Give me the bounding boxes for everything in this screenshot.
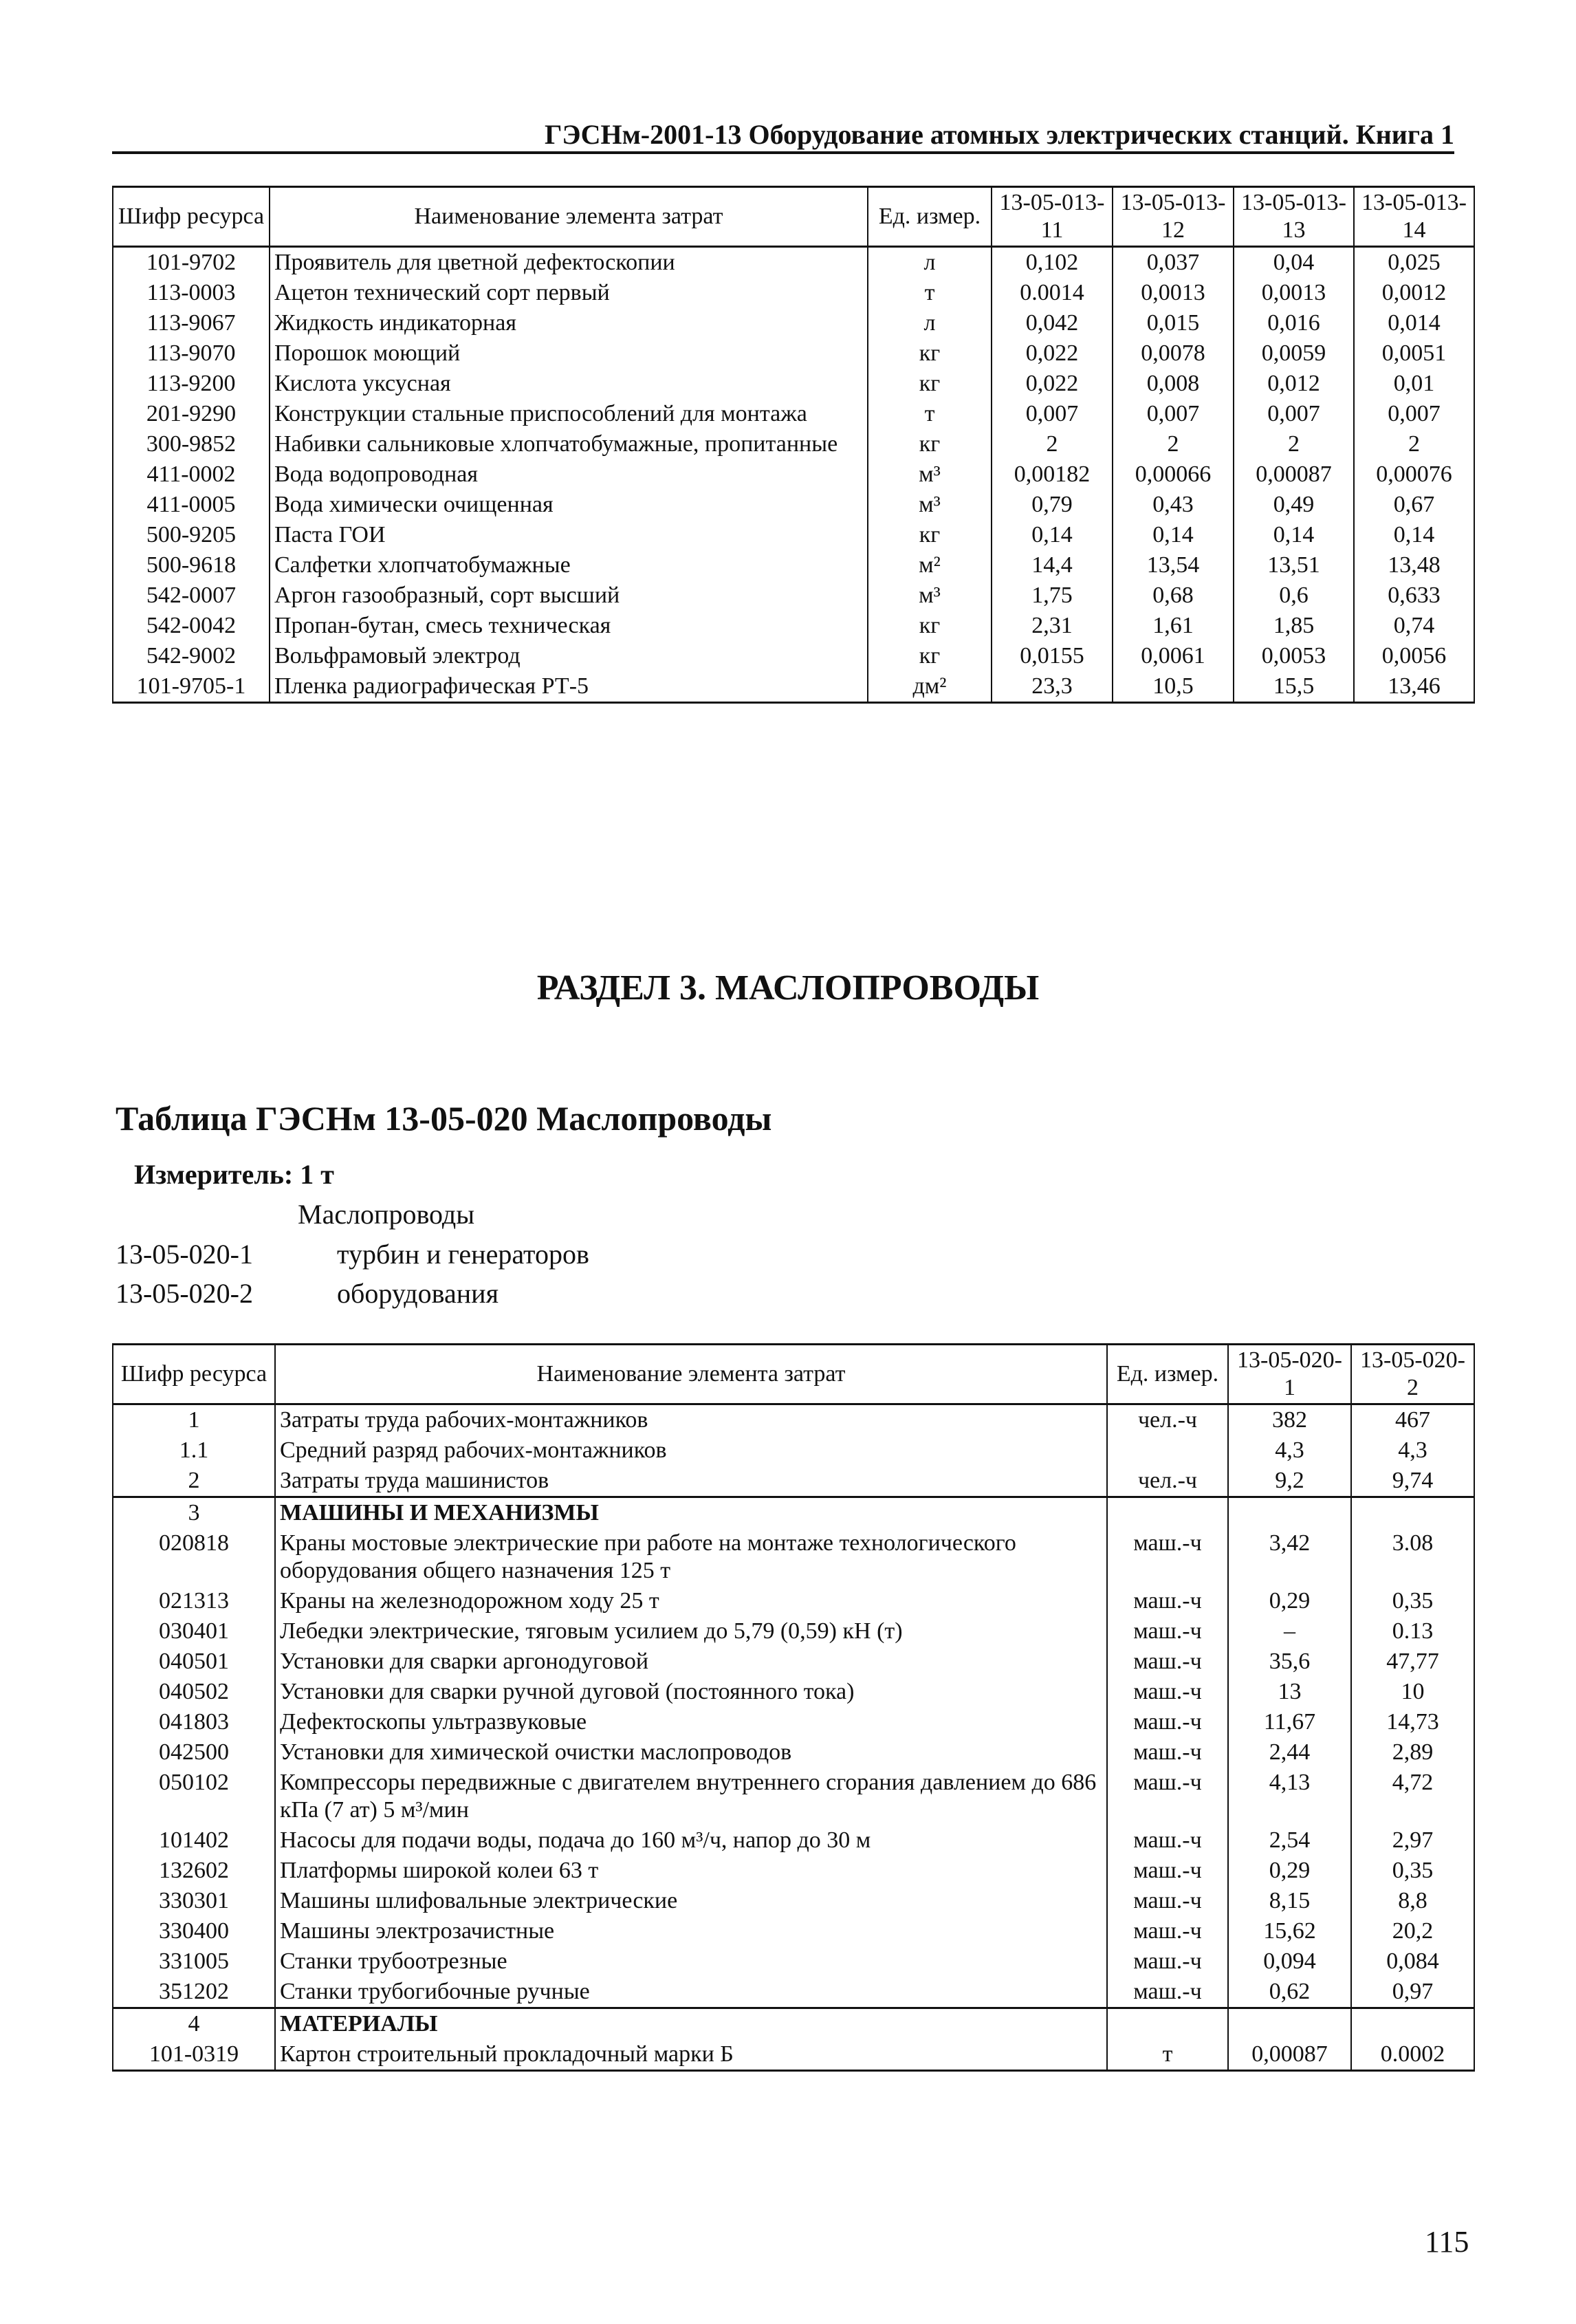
resource-code-cell: 101-9702 (113, 247, 270, 279)
resource-code-cell: 101-9705-1 (113, 671, 270, 703)
col-header-norm: 13-05-013-11 (992, 187, 1113, 247)
value-cell: 1,75 (992, 580, 1113, 611)
table-row (113, 611, 1474, 641)
table-row (113, 1528, 1474, 1586)
table-title: Таблица ГЭСНм 13-05-020 Маслопроводы (116, 1099, 772, 1138)
unit-cell: маш.-ч (1107, 1825, 1228, 1856)
value-cell: 10,5 (1113, 671, 1234, 703)
value-cell: 0,0012 (1354, 278, 1474, 308)
value-cell: 0,633 (1354, 580, 1474, 611)
resource-name-cell: Ацетон технический сорт первый (270, 278, 868, 308)
unit-cell: кг (868, 429, 992, 459)
materials-table-13-05-013 (112, 186, 1475, 704)
unit-cell: кг (868, 641, 992, 671)
resource-code-cell: 041803 (113, 1707, 275, 1737)
value-cell: 0.0014 (992, 278, 1113, 308)
resource-code-cell: 113-9070 (113, 338, 270, 369)
value-cell: – (1228, 1616, 1351, 1647)
value-cell: 4,13 (1228, 1768, 1351, 1825)
value-cell: 0,62 (1228, 1977, 1351, 2008)
unit-cell: м³ (868, 490, 992, 520)
value-cell: 0,00087 (1228, 2039, 1351, 2071)
resource-name-cell: Картон строительный прокладочный марки Б (275, 2039, 1107, 2071)
unit-cell: маш.-ч (1107, 1677, 1228, 1707)
value-cell: 0,79 (992, 490, 1113, 520)
value-cell: 2 (1354, 429, 1474, 459)
resource-name-cell: Порошок моющий (270, 338, 868, 369)
table-row (113, 1497, 1474, 1529)
value-cell: 15,62 (1228, 1916, 1351, 1946)
resource-code-cell: 411-0005 (113, 490, 270, 520)
value-cell: 0,00087 (1234, 459, 1354, 490)
resource-code-cell: 042500 (113, 1737, 275, 1768)
value-cell: 14,73 (1351, 1707, 1474, 1737)
table-row (113, 1677, 1474, 1707)
value-cell: 0,012 (1234, 369, 1354, 399)
resource-code-cell: 1 (113, 1404, 275, 1436)
value-cell: 1,85 (1234, 611, 1354, 641)
unit-cell: маш.-ч (1107, 1946, 1228, 1977)
resource-name-cell: Вода химически очищенная (270, 490, 868, 520)
resource-name-cell: Краны мостовые электрические при работе на монтаже технологического оборудования общего назначения 125 т (275, 1528, 1107, 1586)
resource-code-cell: 040501 (113, 1647, 275, 1677)
value-cell: 0,008 (1113, 369, 1234, 399)
table-row (113, 1886, 1474, 1916)
resource-code-cell: 411-0002 (113, 459, 270, 490)
value-cell: 2,44 (1228, 1737, 1351, 1768)
value-cell: 0,0056 (1354, 641, 1474, 671)
resource-code-cell: 101-0319 (113, 2039, 275, 2071)
table-row (113, 338, 1474, 369)
value-cell: 0,025 (1354, 247, 1474, 279)
resource-name-cell: Салфетки хлопчатобумажные (270, 550, 868, 580)
resource-name-cell: Краны на железнодорожном ходу 25 т (275, 1586, 1107, 1616)
value-cell: 0,007 (1234, 399, 1354, 429)
resource-code-cell: 113-9200 (113, 369, 270, 399)
resource-code-cell: 542-0007 (113, 580, 270, 611)
value-cell: 0,74 (1354, 611, 1474, 641)
value-cell: 0,022 (992, 369, 1113, 399)
value-cell: 0,6 (1234, 580, 1354, 611)
value-cell: 0,49 (1234, 490, 1354, 520)
unit-cell: л (868, 308, 992, 338)
resource-code-cell: 020818 (113, 1528, 275, 1586)
table-row (113, 1825, 1474, 1856)
value-cell: 0,007 (1354, 399, 1474, 429)
value-cell: 4,3 (1351, 1435, 1474, 1466)
group-name: Маслопроводы (298, 1199, 475, 1230)
table-row (113, 278, 1474, 308)
resource-name-cell: Пленка радиографическая РТ-5 (270, 671, 868, 703)
resource-name-cell: Компрессоры передвижные с двигателем внутреннего сгорания давлением до 686 кПа (7 ат) 5 м³/мин (275, 1768, 1107, 1825)
unit-cell: м³ (868, 459, 992, 490)
resources-table-13-05-020 (112, 1343, 1475, 2072)
resource-name-cell: Станки трубогибочные ручные (275, 1977, 1107, 2008)
value-cell: 0,01 (1354, 369, 1474, 399)
unit-cell: чел.-ч (1107, 1404, 1228, 1436)
value-cell: 0,97 (1351, 1977, 1474, 2008)
value-cell: 0,14 (1234, 520, 1354, 550)
resource-code-cell: 1.1 (113, 1435, 275, 1466)
resource-name-cell: Затраты труда машинистов (275, 1466, 1107, 1497)
value-cell: 0,0013 (1113, 278, 1234, 308)
value-cell: 14,4 (992, 550, 1113, 580)
value-cell: 20,2 (1351, 1916, 1474, 1946)
unit-cell: маш.-ч (1107, 1586, 1228, 1616)
col-header-unit: Ед. измер. (868, 187, 992, 247)
value-cell (1228, 1497, 1351, 1529)
table-row (113, 1707, 1474, 1737)
resource-name-cell: Набивки сальниковые хлопчатобумажные, пропитанные (270, 429, 868, 459)
value-cell: 0,29 (1228, 1856, 1351, 1886)
unit-cell (1107, 2008, 1228, 2040)
unit-cell: л (868, 247, 992, 279)
value-cell: 47,77 (1351, 1647, 1474, 1677)
resource-code-cell: 300-9852 (113, 429, 270, 459)
value-cell: 13,48 (1354, 550, 1474, 580)
unit-cell: маш.-ч (1107, 1886, 1228, 1916)
table-row (113, 641, 1474, 671)
unit-cell: маш.-ч (1107, 1528, 1228, 1586)
unit-cell: кг (868, 338, 992, 369)
running-header-title: ГЭСНм-2001-13 Оборудование атомных электрических станций. Книга 1 (544, 119, 1454, 150)
value-cell: 15,5 (1234, 671, 1354, 703)
col-header-name: Наименование элемента затрат (275, 1345, 1107, 1404)
unit-cell: м² (868, 550, 992, 580)
value-cell: 13,54 (1113, 550, 1234, 580)
table-row (113, 550, 1474, 580)
value-cell: 0,042 (992, 308, 1113, 338)
resource-name-cell: Проявитель для цветной дефектоскопии (270, 247, 868, 279)
value-cell: 0,04 (1234, 247, 1354, 279)
value-cell: 9,2 (1228, 1466, 1351, 1497)
value-cell: 0,0013 (1234, 278, 1354, 308)
table-row (113, 308, 1474, 338)
resource-name-cell: Установки для химической очистки маслопроводов (275, 1737, 1107, 1768)
resource-name-cell: Машины электрозачистные (275, 1916, 1107, 1946)
resource-name-cell: Машины шлифовальные электрические (275, 1886, 1107, 1916)
value-cell: 0,35 (1351, 1856, 1474, 1886)
value-cell: 2 (1113, 429, 1234, 459)
unit-cell: маш.-ч (1107, 1916, 1228, 1946)
unit-cell: маш.-ч (1107, 1707, 1228, 1737)
resource-name-cell: Аргон газообразный, сорт высший (270, 580, 868, 611)
resource-name-cell: Вода водопроводная (270, 459, 868, 490)
value-cell: 2,97 (1351, 1825, 1474, 1856)
resource-code-cell: 4 (113, 2008, 275, 2040)
item-code: 13-05-020-2 (116, 1278, 253, 1309)
resource-code-cell: 3 (113, 1497, 275, 1529)
table-row (113, 1616, 1474, 1647)
table-row (113, 1586, 1474, 1616)
unit-cell: чел.-ч (1107, 1466, 1228, 1497)
running-header (112, 118, 1454, 154)
col-header-norm: 13-05-013-13 (1234, 187, 1354, 247)
resource-code-cell: 050102 (113, 1768, 275, 1825)
value-cell: 0,00182 (992, 459, 1113, 490)
resource-code-cell: 542-9002 (113, 641, 270, 671)
table-row (113, 429, 1474, 459)
resource-code-cell: 542-0042 (113, 611, 270, 641)
value-cell: 13,46 (1354, 671, 1474, 703)
col-header-unit: Ед. измер. (1107, 1345, 1228, 1404)
unit-cell: маш.-ч (1107, 1768, 1228, 1825)
meter-value: 1 т (300, 1159, 334, 1190)
unit-cell: маш.-ч (1107, 1737, 1228, 1768)
value-cell: 8,15 (1228, 1886, 1351, 1916)
item-code: 13-05-020-1 (116, 1239, 253, 1270)
value-cell: 0,67 (1354, 490, 1474, 520)
col-header-name: Наименование элемента затрат (270, 187, 868, 247)
resource-code-cell: 101402 (113, 1825, 275, 1856)
meter-label: Измеритель: (134, 1159, 294, 1190)
unit-cell: т (1107, 2039, 1228, 2071)
unit-cell: дм² (868, 671, 992, 703)
value-cell: 13 (1228, 1677, 1351, 1707)
value-cell: 11,67 (1228, 1707, 1351, 1737)
resource-code-cell: 330400 (113, 1916, 275, 1946)
value-cell (1351, 2008, 1474, 2040)
table-row (113, 580, 1474, 611)
value-cell: 0,014 (1354, 308, 1474, 338)
value-cell: 0,102 (992, 247, 1113, 279)
resource-name-cell: Паста ГОИ (270, 520, 868, 550)
resource-code-cell: 030401 (113, 1616, 275, 1647)
value-cell: 0,022 (992, 338, 1113, 369)
table-row (113, 459, 1474, 490)
col-header-norm: 13-05-013-12 (1113, 187, 1234, 247)
section-title: РАЗДЕЛ 3. МАСЛОПРОВОДЫ (536, 968, 1040, 1008)
resource-name-cell: Установки для сварки аргонодуговой (275, 1647, 1107, 1677)
resource-code-cell: 351202 (113, 1977, 275, 2008)
value-cell: 4,72 (1351, 1768, 1474, 1825)
resource-name-cell: Лебедки электрические, тяговым усилием до 5,79 (0,59) кН (т) (275, 1616, 1107, 1647)
table-row (113, 1647, 1474, 1677)
table-row (113, 1916, 1474, 1946)
resource-code-cell: 330301 (113, 1886, 275, 1916)
resource-name-cell: МАШИНЫ И МЕХАНИЗМЫ (275, 1497, 1107, 1529)
resource-code-cell: 500-9205 (113, 520, 270, 550)
col-header-norm: 13-05-013-14 (1354, 187, 1474, 247)
table-header-row (113, 1345, 1474, 1404)
meter-line (134, 1158, 334, 1192)
value-cell: 0,00066 (1113, 459, 1234, 490)
resource-name-cell: Дефектоскопы ультразвуковые (275, 1707, 1107, 1737)
value-cell (1351, 1497, 1474, 1529)
resource-name-cell: МАТЕРИАЛЫ (275, 2008, 1107, 2040)
unit-cell: м³ (868, 580, 992, 611)
value-cell: 0,0051 (1354, 338, 1474, 369)
unit-cell: т (868, 278, 992, 308)
value-cell: 2 (992, 429, 1113, 459)
value-cell: 0,015 (1113, 308, 1234, 338)
resource-name-cell: Конструкции стальные приспособлений для монтажа (270, 399, 868, 429)
table-header-row (113, 187, 1474, 247)
resource-name-cell: Затраты труда рабочих-монтажников (275, 1404, 1107, 1436)
value-cell: 467 (1351, 1404, 1474, 1436)
value-cell: 0,14 (1113, 520, 1234, 550)
value-cell: 2,89 (1351, 1737, 1474, 1768)
value-cell: 23,3 (992, 671, 1113, 703)
unit-cell: кг (868, 520, 992, 550)
unit-cell (1107, 1435, 1228, 1466)
value-cell: 0,007 (1113, 399, 1234, 429)
value-cell: 0,0061 (1113, 641, 1234, 671)
resource-code-cell: 201-9290 (113, 399, 270, 429)
table-row (113, 2008, 1474, 2040)
resource-name-cell: Насосы для подачи воды, подача до 160 м³/ч, напор до 30 м (275, 1825, 1107, 1856)
table-row (113, 1856, 1474, 1886)
table-row (113, 520, 1474, 550)
value-cell: 9,74 (1351, 1466, 1474, 1497)
resource-code-cell: 500-9618 (113, 550, 270, 580)
value-cell: 10 (1351, 1677, 1474, 1707)
resource-name-cell: Жидкость индикаторная (270, 308, 868, 338)
unit-cell: маш.-ч (1107, 1977, 1228, 2008)
table-row (113, 1404, 1474, 1436)
value-cell: 2,31 (992, 611, 1113, 641)
value-cell (1228, 2008, 1351, 2040)
resource-name-cell: Средний разряд рабочих-монтажников (275, 1435, 1107, 1466)
value-cell: 0,0059 (1234, 338, 1354, 369)
resource-name-cell: Установки для сварки ручной дуговой (постоянного тока) (275, 1677, 1107, 1707)
value-cell: 35,6 (1228, 1647, 1351, 1677)
resource-name-cell: Пропан-бутан, смесь техническая (270, 611, 868, 641)
value-cell: 1,61 (1113, 611, 1234, 641)
table-row (113, 1737, 1474, 1768)
value-cell: 382 (1228, 1404, 1351, 1436)
table-row (113, 1466, 1474, 1497)
value-cell: 0,037 (1113, 247, 1234, 279)
value-cell: 4,3 (1228, 1435, 1351, 1466)
value-cell: 0,084 (1351, 1946, 1474, 1977)
value-cell: 0,0053 (1234, 641, 1354, 671)
value-cell: 0,094 (1228, 1946, 1351, 1977)
unit-cell (1107, 1497, 1228, 1529)
resource-code-cell: 2 (113, 1466, 275, 1497)
unit-cell: маш.-ч (1107, 1616, 1228, 1647)
unit-cell: маш.-ч (1107, 1647, 1228, 1677)
value-cell: 3.08 (1351, 1528, 1474, 1586)
resource-name-cell: Платформы широкой колеи 63 т (275, 1856, 1107, 1886)
value-cell: 0,14 (992, 520, 1113, 550)
value-cell: 3,42 (1228, 1528, 1351, 1586)
value-cell: 0,29 (1228, 1586, 1351, 1616)
value-cell: 0,35 (1351, 1586, 1474, 1616)
unit-cell: маш.-ч (1107, 1856, 1228, 1886)
col-header-code: Шифр ресурса (113, 187, 270, 247)
page-number: 115 (1425, 2225, 1469, 2259)
col-header-norm: 13-05-020-2 (1351, 1345, 1474, 1404)
value-cell: 0,00076 (1354, 459, 1474, 490)
value-cell: 0,0155 (992, 641, 1113, 671)
value-cell: 0,14 (1354, 520, 1474, 550)
item-name: оборудования (337, 1278, 499, 1309)
value-cell: 2 (1234, 429, 1354, 459)
value-cell: 0,0078 (1113, 338, 1234, 369)
value-cell: 0,43 (1113, 490, 1234, 520)
table-row (113, 369, 1474, 399)
value-cell: 2,54 (1228, 1825, 1351, 1856)
table-row (113, 1435, 1474, 1466)
value-cell: 0,68 (1113, 580, 1234, 611)
unit-cell: кг (868, 611, 992, 641)
value-cell: 13,51 (1234, 550, 1354, 580)
resource-code-cell: 113-9067 (113, 308, 270, 338)
table-row (113, 490, 1474, 520)
item-name: турбин и генераторов (337, 1239, 589, 1270)
resource-name-cell: Станки трубоотрезные (275, 1946, 1107, 1977)
unit-cell: т (868, 399, 992, 429)
value-cell: 0.13 (1351, 1616, 1474, 1647)
resource-code-cell: 113-0003 (113, 278, 270, 308)
table-row (113, 2039, 1474, 2071)
col-header-code: Шифр ресурса (113, 1345, 275, 1404)
resource-name-cell: Вольфрамовый электрод (270, 641, 868, 671)
unit-cell: кг (868, 369, 992, 399)
table-row (113, 399, 1474, 429)
resource-code-cell: 331005 (113, 1946, 275, 1977)
resource-code-cell: 040502 (113, 1677, 275, 1707)
resource-code-cell: 132602 (113, 1856, 275, 1886)
table-row (113, 247, 1474, 279)
value-cell: 0.0002 (1351, 2039, 1474, 2071)
resource-name-cell: Кислота уксусная (270, 369, 868, 399)
table-row (113, 1946, 1474, 1977)
value-cell: 8,8 (1351, 1886, 1474, 1916)
resource-code-cell: 021313 (113, 1586, 275, 1616)
table-row (113, 1768, 1474, 1825)
value-cell: 0,016 (1234, 308, 1354, 338)
table-row (113, 1977, 1474, 2008)
table-row (113, 671, 1474, 703)
col-header-norm: 13-05-020-1 (1228, 1345, 1351, 1404)
value-cell: 0,007 (992, 399, 1113, 429)
